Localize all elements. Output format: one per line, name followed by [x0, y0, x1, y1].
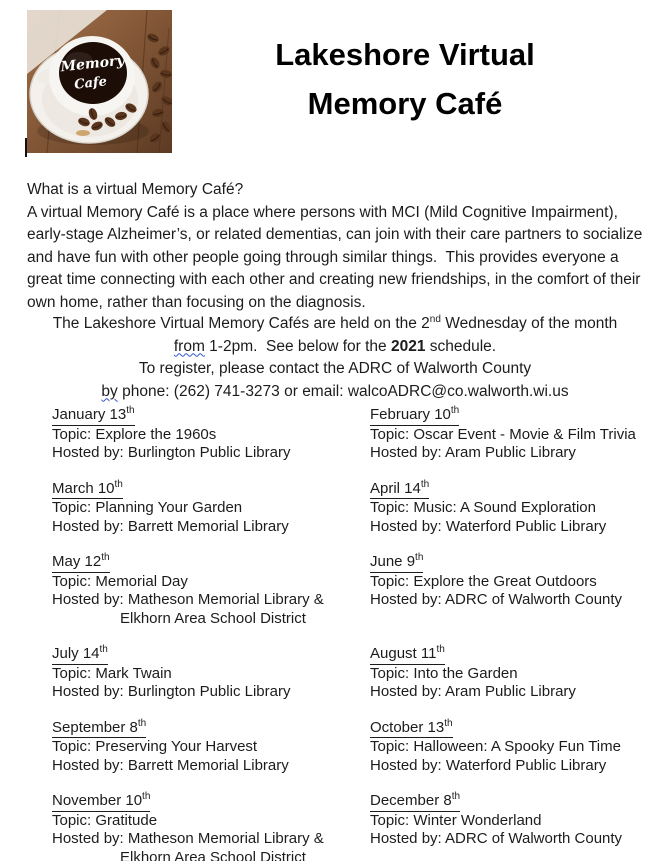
entry-date-ordinal: th: [137, 717, 147, 729]
entry-date-ordinal: th: [99, 644, 108, 655]
details-line-register: To register, please contact the ADRC of Walworth County: [138, 360, 532, 377]
cup-text-cafe: Cafe: [73, 74, 108, 93]
schedule-entry: [370, 480, 670, 537]
entry-date: October 13th: [370, 719, 453, 739]
details-block: [0, 313, 670, 403]
entry-topic: Topic: Winter Wonderland: [370, 811, 542, 829]
coffee-spill: [76, 130, 90, 136]
page-title-line1: Lakeshore Virtual: [275, 37, 535, 72]
schedule-entry: [370, 719, 670, 776]
entry-host: Hosted by: Barrett Memorial Library: [52, 517, 289, 535]
entry-host: Hosted by: Matheson Memorial Library &: [52, 830, 324, 847]
entry-date-ordinal: th: [101, 552, 110, 563]
intro-body: A virtual Memory Café is a place where persons with MCI (Mild Cognitive Impairment), early-stage Alzheimer’s, or related dementias, can join with their care partners to socialize and have fun with other people going through similar things. This provides everyone a great time connecting with each other and creating new friendships, in the comfort of their own home, rather than focusing on the diagnosis.: [27, 203, 647, 311]
entry-topic: Topic: Preserving Your Harvest: [52, 738, 258, 755]
memory-cafe-photo: [27, 10, 172, 153]
details-line-time: from 1-2pm. See below for the 2021 schedule.: [173, 337, 497, 355]
entry-date: July 14th: [52, 645, 108, 665]
entry-date-line: [370, 406, 670, 426]
entry-host-line2: Elkhorn Area School District: [120, 609, 306, 627]
entry-date: May 12th: [52, 553, 110, 573]
cup-text-memory: Memory: [59, 52, 126, 76]
contact-phone-email: phone: (262) 741-3273 or email: walcoADRC@co.walworth.wi.us: [117, 382, 569, 400]
text-cursor: [25, 138, 27, 157]
entry-date-ordinal: th: [415, 552, 424, 563]
entry-date: April 14th: [370, 480, 429, 500]
entry-host: Hosted by: Aram Public Library: [370, 683, 576, 700]
entry-host: Hosted by: Burlington Public Library: [52, 444, 291, 461]
intro-question: What is a virtual Memory Café?: [27, 181, 244, 198]
entry-host: Hosted by: ADRC of Walworth County: [370, 591, 623, 608]
entry-date: September 8th: [52, 719, 146, 739]
entry-date-line: [370, 553, 670, 573]
schedule-entry: [370, 792, 670, 861]
entry-date-ordinal: th: [420, 478, 430, 490]
entry-date-line: [52, 645, 370, 665]
entry-date: November 10th: [52, 792, 150, 812]
ordinal-superscript: nd: [429, 313, 441, 325]
entry-host: Hosted by: Aram Public Library: [370, 444, 576, 461]
schedule-entry: [52, 645, 370, 702]
details-line-schedule: The Lakeshore Virtual Memory Cafés are held on the 2nd Wednesday of the month: [52, 313, 618, 332]
entry-date-line: [370, 480, 670, 500]
entry-date-ordinal: th: [450, 405, 460, 416]
entry-date-ordinal: th: [436, 644, 445, 655]
entry-date-line: [370, 792, 670, 812]
entry-date-line: [370, 719, 670, 739]
entry-host: Hosted by: Waterford Public Library: [370, 517, 607, 535]
schedule-entry: [370, 553, 670, 628]
schedule-entry: [52, 792, 370, 861]
schedule-entry: [52, 553, 370, 628]
entry-date-line: [52, 553, 370, 573]
page-title-line2: Memory Café: [307, 86, 503, 121]
details-line-contact: [0, 381, 670, 404]
grammar-check-word: from: [173, 337, 205, 355]
entry-topic: Topic: Into the Garden: [370, 664, 518, 682]
entry-host-line2: Elkhorn Area School District: [120, 848, 306, 861]
page-title: [185, 30, 625, 128]
entry-date: February 10th: [370, 406, 459, 426]
schedule-entry: [370, 406, 670, 463]
entry-host: Hosted by: ADRC of Walworth County: [370, 830, 623, 847]
entry-date: June 9th: [370, 553, 423, 573]
entry-date-line: [52, 480, 370, 500]
intro-paragraph: [27, 179, 649, 314]
entry-topic: Topic: Gratitude: [52, 811, 158, 829]
entry-date: March 10th: [52, 480, 123, 500]
entry-date-ordinal: th: [444, 717, 453, 729]
entry-topic: Topic: Halloween: A Spooky Fun Time: [370, 738, 621, 755]
entry-date-ordinal: th: [451, 791, 461, 802]
entry-date-ordinal: th: [114, 478, 123, 490]
entry-topic: Topic: Explore the 1960s: [52, 425, 217, 443]
entry-topic: Topic: Mark Twain: [52, 664, 172, 682]
schedule-entry: [52, 406, 370, 463]
schedule-entry: [370, 645, 670, 702]
schedule-entry: [52, 480, 370, 537]
entry-host: Hosted by: Waterford Public Library: [370, 756, 607, 774]
grammar-check-word: by: [101, 382, 118, 400]
entry-host: Hosted by: Barrett Memorial Library: [52, 756, 289, 774]
entry-host: Hosted by: Matheson Memorial Library &: [52, 591, 324, 608]
entry-date: December 8th: [370, 792, 460, 812]
entry-date: August 11th: [370, 645, 445, 665]
entry-date: January 13th: [52, 406, 135, 426]
coffee-cup-illustration: [27, 10, 172, 153]
entry-topic: Topic: Memorial Day: [52, 572, 188, 590]
entry-topic: Topic: Explore the Great Outdoors: [370, 572, 597, 590]
schedule-entry: [52, 719, 370, 776]
entry-date-line: [52, 406, 370, 426]
entry-date-ordinal: th: [142, 791, 151, 802]
entry-topic: Topic: Planning Your Garden: [52, 499, 243, 516]
entry-date-line: [52, 719, 370, 739]
entry-date-line: [370, 645, 670, 665]
year-bold: 2021: [390, 337, 426, 355]
entry-host: Hosted by: Burlington Public Library: [52, 683, 291, 700]
entry-date-line: [52, 792, 370, 812]
entry-date-ordinal: th: [126, 405, 135, 416]
entry-topic: Topic: Oscar Event - Movie & Film Trivia: [370, 425, 636, 443]
schedule-grid: [52, 406, 670, 861]
entry-topic: Topic: Music: A Sound Exploration: [370, 499, 596, 516]
